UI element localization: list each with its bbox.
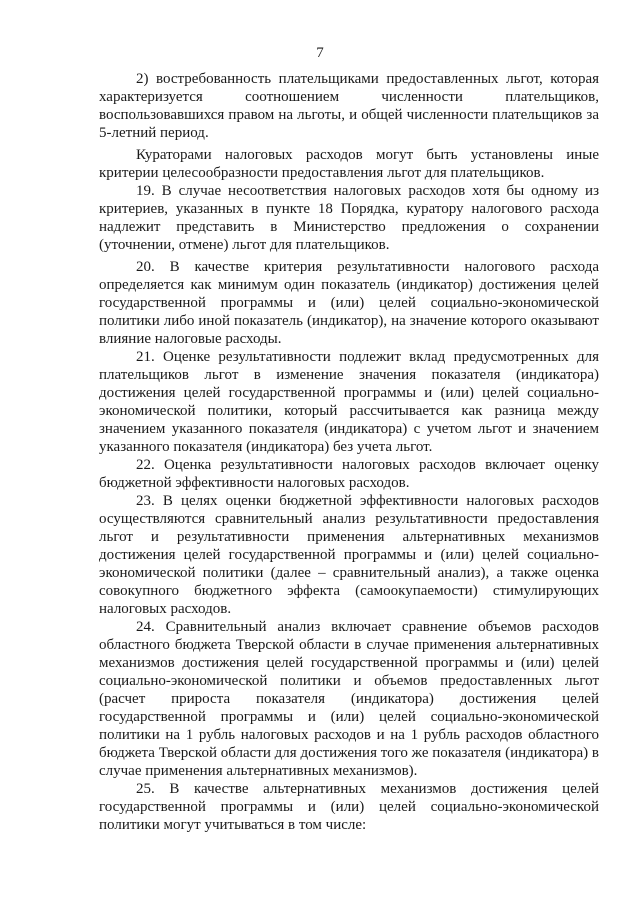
document-body [99,70,599,834]
paragraph-criterion-2: 2) востребованность плательщиками предоставленных льгот, которая характеризуется соотношением численности плательщиков, воспользовавшихся правом на льготы, и общей численности плательщиков за 5-летний период. [99,71,599,141]
paragraph-20: 20. В качестве критерия результативности налогового расхода определяется как минимум один показатель (индикатор) достижения целей государственной программы и (или) целей социально-экономической политики либо иной показатель (индикатор), на значение которого оказывают влияние налоговые расходы. [99,259,599,347]
paragraph-22: 22. Оценка результативности налоговых расходов включает оценку бюджетной эффективности налоговых расходов. [99,457,599,491]
paragraph-23: 23. В целях оценки бюджетной эффективности налоговых расходов осуществляются сравнительный анализ результативности предоставления льгот и результативности применения альтернативных механизмов достижения целей государственной программы и (или) целей социально-экономической политики (далее – сравнительный анализ), а также оценка совокупного бюджетного эффекта (самоокупаемости) стимулирующих налоговых расходов. [99,493,599,617]
paragraph-25: 25. В качестве альтернативных механизмов достижения целей государственной программы и (или) целей социально-экономической политики могут учитываться в том числе: [99,781,599,833]
paragraph-curators-criteria: Кураторами налоговых расходов могут быть установлены иные критерии целесообразности предоставления льгот для плательщиков. [99,147,599,181]
page-number: 7 [316,45,324,61]
paragraph-24: 24. Сравнительный анализ включает сравнение объемов расходов областного бюджета Тверской области в случае применения альтернативных механизмов достижения целей государственной программы и (или) целей социально-экономической политики и объемов предоставленных льгот (расчет прироста показателя (индикатора) достижения целей государственной программы и (или) целей социально-экономической политики на 1 рубль налоговых расходов и на 1 рубль расходов областного бюджета Тверской области для достижения того же показателя (индикатора) в случае применения альтернативных механизмов). [99,619,599,779]
paragraph-19: 19. В случае несоответствия налоговых расходов хотя бы одному из критериев, указанных в пункте 18 Порядка, куратору налогового расхода надлежит представить в Министерство предложения о сохранении (уточнении, отмене) льгот для плательщиков. [99,183,599,253]
paragraph-21: 21. Оценке результативности подлежит вклад предусмотренных для плательщиков льгот в изменение значения показателя (индикатора) достижения целей государственной программы и (или) целей социально-экономической политики, который рассчитывается как разница между значением указанного показателя (индикатора) с учетом льгот и значением указанного показателя (индикатора) без учета льгот. [99,349,599,455]
